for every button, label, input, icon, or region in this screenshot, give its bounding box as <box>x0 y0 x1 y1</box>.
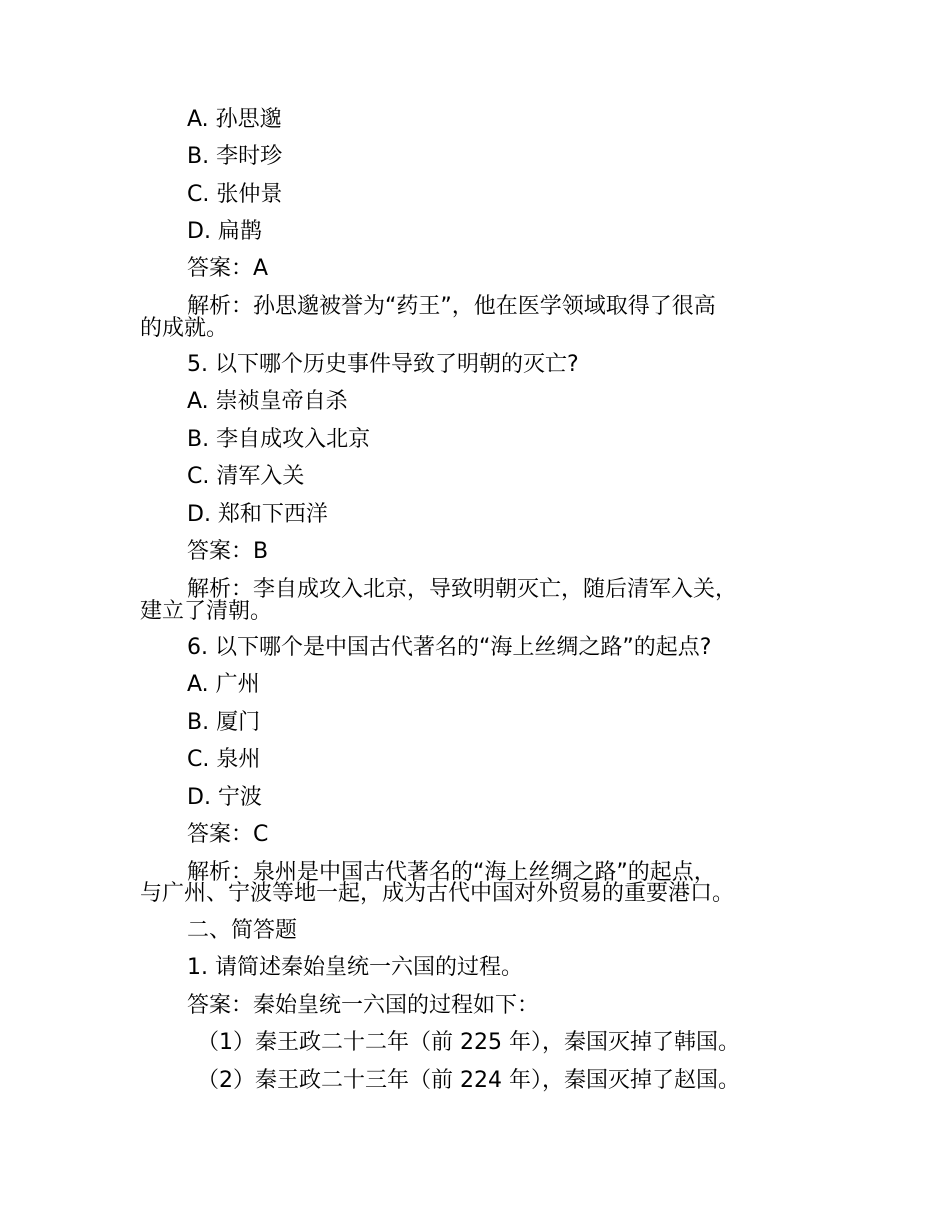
q6-option-a: A. 广州 <box>187 672 260 697</box>
q6-option-c: C. 泉州 <box>187 747 261 772</box>
short-answer-answer-intro: 答案：秦始皇统一六国的过程如下： <box>187 993 540 1018</box>
section-heading: 二、简答题 <box>187 918 298 943</box>
q4-analysis-line2: 的成就。 <box>140 316 229 341</box>
q5-option-a: A. 崇祯皇帝自杀 <box>187 389 348 414</box>
q5-option-c: C. 清军入关 <box>187 464 305 489</box>
answer-step-1: （1）秦王政二十二年（前 225 年），秦国灭掉了韩国。 <box>197 1030 740 1055</box>
q6-analysis-line2: 与广州、宁波等地一起，成为古代中国对外贸易的重要港口。 <box>140 881 735 906</box>
q6-answer: 答案：C <box>187 822 269 847</box>
q4-option-a: A. 孙思邈 <box>187 107 282 132</box>
short-answer-question-1: 1. 请简述秦始皇统一六国的过程。 <box>187 955 523 980</box>
q5-analysis-line2: 建立了清朝。 <box>140 599 273 624</box>
q6-analysis-line1: 解析：泉州是中国古代著名的“海上丝绸之路”的起点， <box>187 860 716 885</box>
q5-option-d: D. 郑和下西洋 <box>187 502 328 527</box>
q6-option-d: D. 宁波 <box>187 785 262 810</box>
q5-question: 5. 以下哪个历史事件导致了明朝的灭亡? <box>187 352 579 377</box>
q5-answer: 答案：B <box>187 539 269 564</box>
q5-analysis-line1: 解析：李自成攻入北京，导致明朝灭亡，随后清军入关， <box>187 577 738 602</box>
q4-answer: 答案：A <box>187 256 269 281</box>
q5-option-b: B. 李自成攻入北京 <box>187 427 371 452</box>
q6-option-b: B. 厦门 <box>187 710 261 735</box>
answer-step-2: （2）秦王政二十三年（前 224 年），秦国灭掉了赵国。 <box>197 1068 740 1093</box>
q4-option-d: D. 扁鹊 <box>187 219 262 244</box>
q6-question: 6. 以下哪个是中国古代著名的“海上丝绸之路”的起点? <box>187 635 712 660</box>
q4-analysis-line1: 解析：孙思邈被誉为“药王”，他在医学领域取得了很高 <box>187 294 716 319</box>
q4-option-c: C. 张仲景 <box>187 182 283 207</box>
q4-option-b: B. 李时珍 <box>187 144 283 169</box>
